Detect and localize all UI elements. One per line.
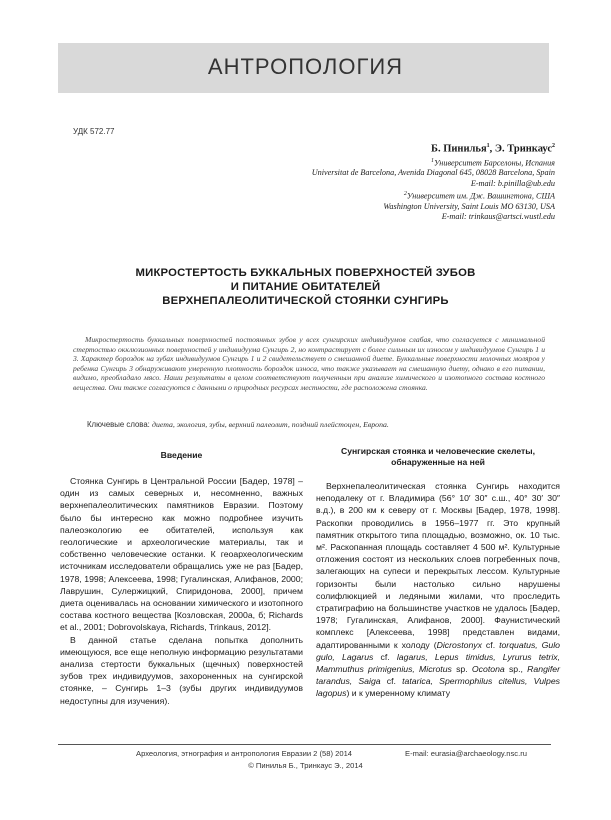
footer-email[interactable]: E-mail: eurasia@archaeology.nsc.ru [405, 749, 527, 758]
affiliation-1-email[interactable]: E-mail: b.pinilla@ub.edu [470, 178, 555, 188]
paragraph: Стоянка Сунгирь в Центральной России [Бадер, 1978] – один из самых северных и, несомненно, важных верхнепалеолитических памятников Евразии. Поэтому было бы интересно как можно подробнее изучить палеоэкологию ее обитателей, используя как геологические и археологические материалы, так и собственно человеческие останки. К геоархеологическим источникам исследователи обращались уже не раз [Бадер, 1978, 1998; Алексеева, 1998; Гугалинская, Алифанов, 2000; Лаврушин, Сулержицкий, Спиридонова, 2000], причем диета оценивалась на основании химического и изотопного состава костного вещества [Козловская, 2000а, б; Richards et al., 2001; Dobrovolskaya, Richards, Trinkaus, 2012]. [60, 476, 303, 633]
affiliation-1-name: $^1$Университет Барселоны, Испания [430, 157, 555, 168]
udk-code: УДК 572.77 [73, 127, 115, 136]
keywords [87, 420, 389, 429]
keywords-label: Ключевые слова: [87, 420, 150, 429]
footer-journal: Археология, этнография и антропология Евразии 2 (58) 2014 [136, 749, 353, 758]
affiliation-2-name: $^2$Университет им. Дж. Вашингтона, США [403, 190, 555, 201]
author-names: Б. Пинилья$^1$, Э. Тринкаус$^2$ [431, 143, 555, 155]
paragraph: В данной статье сделана попытка дополнить имеющуюся, все еще неполную информацию результатами анализа стертости буккальных (щечных) поверхностей зубов трех индивидуумов, захороненных на сунгирской стоянке, – Сунгирь 1–3 (зубы других индивидуумов недоступны для изучения). [60, 634, 303, 706]
keywords-text: диета, экология, зубы, верхний палеолит, поздний плейстоцен, Европа. [152, 420, 389, 429]
section-heading-site: Сунгирская стоянка и человеческие скелеты, обнаруженные на ней [341, 446, 535, 467]
article-title [40, 266, 571, 308]
section-title: АНТРОПОЛОГИЯ [207, 54, 404, 79]
affiliation-2-address: Washington University, Saint Louis MO 63130, USA [383, 201, 555, 211]
right-column-body [316, 480, 560, 700]
title-line: ВЕРХНЕПАЛЕОЛИТИЧЕСКОЙ СТОЯНКИ СУНГИРЬ [162, 295, 449, 307]
footer-copyright: © Пинилья Б., Тринкаус Э., 2014 [248, 761, 363, 770]
affiliation-2-email[interactable]: E-mail: trinkaus@artsci.wustl.edu [441, 211, 555, 221]
title-line: И ПИТАНИЕ ОБИТАТЕЛЕЙ [230, 281, 381, 293]
affiliation-1-address: Universitat de Barcelona, Avenida Diagonal 645, 08028 Barcelona, Spain [311, 168, 555, 178]
authors-block [135, 140, 555, 222]
title-line: МИКРОСТЕРТОСТЬ БУККАЛЬНЫХ ПОВЕРХНОСТЕЙ ЗУБОВ [135, 267, 476, 279]
paragraph: Верхнепалеолитическая стоянка Сунгирь находится неподалеку от г. Владимира (56° 10′ 30″ с.ш., 40° 30′ 30″ в.д.), в 200 км к северу от г. Москвы [Бадер, 1978, 1998]. Раскопки проводились в 1956–1977 гг. Это крупный памятник открытого типа площадью, возможно, ок. 10 тыс. м². Раскопанная площадь составляет 4 500 м². Культурные отложения состоят из нескольких слоев погребенных почв, залегающих на супеси и перекрытых лессом. Культурные горизонты были настолько сильно нарушены солифлюкцией и ледяными жилами, что проследить стратиграфию на большинстве участков не удалось [Бадер, 1978; Гугалинская, Алифанов, 2000]. Фаунистический комплекс [Алексеева, 1998] представлен видами, адаптированными к холоду (Dicrostonyx cf. torquatus, Gulo gulo, Lagarus cf. lagarus, Lepus timidus, Lyrurus tetrix, Mammuthus primigenius, Microtus sp. Ocotona sp., Rangifer tarandus, Saiga cf. tatarica, Spermophilus citellus, Vulpes lagopus) и к умеренному климату [316, 481, 561, 699]
left-column-body [60, 475, 303, 707]
section-heading-introduction: Введение [160, 450, 203, 460]
footer-divider [58, 744, 551, 745]
abstract: Микростертость буккальных поверхностей постоянных зубов у всех сунгирских индивидуумов слабая, что согласуется с минимальной стертостью окклюзионных поверхностей у индивидуума Сунгирь 2, но контрастирует с более сильным их износом у индивидуумов Сунгирь 1 и 3. Характер бороздок на зубах индивидуумов Сунгирь 1 и 2 свидетельствует о смешанной диете. Буккальные поверхности молочных моляров у ребенка Сунгирь 3 обнаруживают умеренную плотность бороздок износа, что также указывает на смешанную диету, однако в его питании, видимо, преобладало мясо. Наши результаты в целом соответствуют полученным при анализе химического и изотопного состава костного вещества. Они также согласуются с данными о природных ресурсах местности, где расположена стоянка. [73, 335, 545, 392]
